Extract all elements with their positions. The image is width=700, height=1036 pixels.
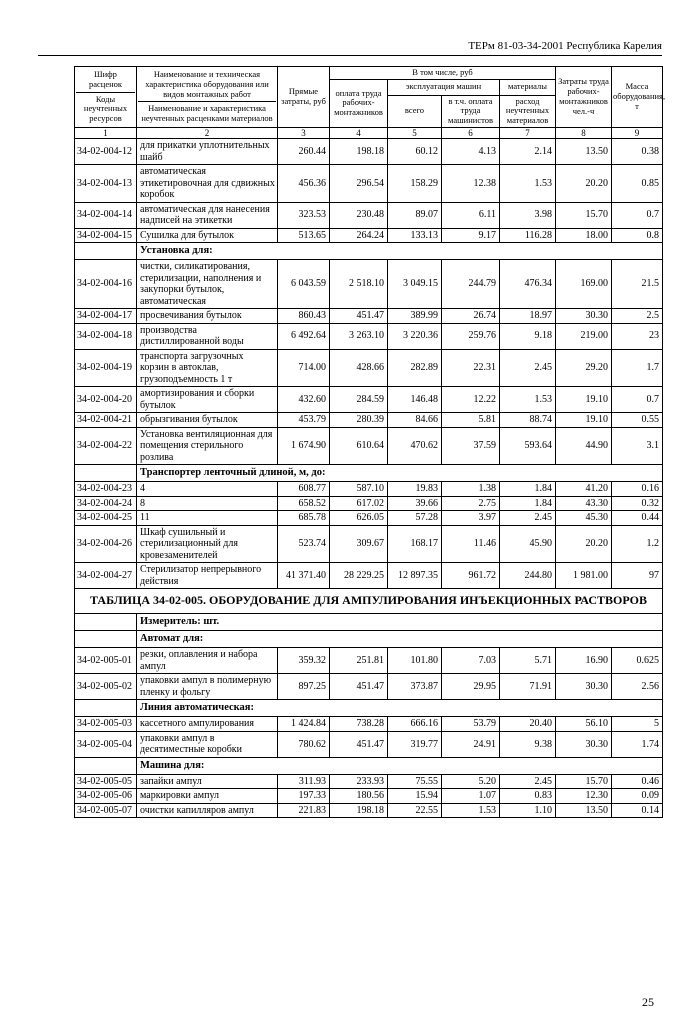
col-header-name <box>137 67 278 128</box>
row-value: 0.16 <box>612 482 663 497</box>
row-value: 451.47 <box>330 731 388 757</box>
row-value: 9.18 <box>500 323 556 349</box>
row-value: 3.97 <box>442 511 500 526</box>
row-value: 116.28 <box>500 228 556 243</box>
row-value: 1.53 <box>500 387 556 413</box>
table-row <box>75 731 663 757</box>
row-value: 2.56 <box>612 674 663 700</box>
row-value: 2.45 <box>500 349 556 387</box>
row-value: 259.76 <box>442 323 500 349</box>
table-row <box>75 563 663 589</box>
row-value: 0.46 <box>612 774 663 789</box>
document-header-rule <box>38 40 662 56</box>
table-row <box>75 496 663 511</box>
row-value: 45.90 <box>500 525 556 563</box>
row-value: 1.53 <box>442 803 500 818</box>
col-header-total: всего <box>388 95 442 127</box>
row-code: 34-02-004-14 <box>75 202 137 228</box>
row-code-empty <box>75 614 137 631</box>
row-value: 0.38 <box>612 139 663 165</box>
row-value: 22.55 <box>388 803 442 818</box>
row-value: 45.30 <box>556 511 612 526</box>
table-row <box>75 387 663 413</box>
row-value: 41 371.40 <box>278 563 330 589</box>
row-desc: для прикатки уплотнительных шайб <box>137 139 278 165</box>
rate-table <box>74 66 666 818</box>
row-value: 0.625 <box>612 648 663 674</box>
col-number: 6 <box>442 127 500 138</box>
row-desc: запайки ампул <box>137 774 278 789</box>
row-value: 6 492.64 <box>278 323 330 349</box>
row-value: 29.20 <box>556 349 612 387</box>
row-value: 860.43 <box>278 309 330 324</box>
row-value: 6 043.59 <box>278 260 330 309</box>
row-desc: 8 <box>137 496 278 511</box>
row-code: 34-02-005-02 <box>75 674 137 700</box>
row-code: 34-02-005-07 <box>75 803 137 818</box>
col-header-including-group: В том числе, руб <box>330 67 556 80</box>
row-value: 230.48 <box>330 202 388 228</box>
col-header-direct-costs: Прямые затраты, руб <box>278 67 330 128</box>
section-label: Линия автоматическая: <box>137 700 663 717</box>
row-code: 34-02-004-19 <box>75 349 137 387</box>
row-desc: 4 <box>137 482 278 497</box>
row-value: 244.80 <box>500 563 556 589</box>
row-value: 373.87 <box>388 674 442 700</box>
col-header-machines-group: эксплуатация машин <box>388 79 500 95</box>
row-code-empty <box>75 700 137 717</box>
row-value: 1.07 <box>442 789 500 804</box>
row-desc: производства дистиллированной воды <box>137 323 278 349</box>
row-value: 389.99 <box>388 309 442 324</box>
row-value: 2.45 <box>500 511 556 526</box>
col-header-name-bottom: Наименование и характеристика неучтенных расценками материалов <box>138 101 276 126</box>
row-value: 453.79 <box>278 413 330 428</box>
row-value: 180.56 <box>330 789 388 804</box>
row-code: 34-02-004-24 <box>75 496 137 511</box>
table-row <box>75 482 663 497</box>
row-value: 0.7 <box>612 387 663 413</box>
row-value: 41.20 <box>556 482 612 497</box>
row-value: 738.28 <box>330 717 388 732</box>
row-value: 19.10 <box>556 387 612 413</box>
row-value: 9.38 <box>500 731 556 757</box>
row-value: 219.00 <box>556 323 612 349</box>
section-row <box>75 465 663 482</box>
row-value: 1 981.00 <box>556 563 612 589</box>
row-code: 34-02-004-17 <box>75 309 137 324</box>
row-value: 169.00 <box>556 260 612 309</box>
table-row <box>75 413 663 428</box>
row-desc: 11 <box>137 511 278 526</box>
col-number: 5 <box>388 127 442 138</box>
row-value: 12.22 <box>442 387 500 413</box>
row-value: 3 263.10 <box>330 323 388 349</box>
row-value: 311.93 <box>278 774 330 789</box>
row-code: 34-02-004-22 <box>75 427 137 465</box>
row-desc: амортизирования и сборки бутылок <box>137 387 278 413</box>
row-value: 456.36 <box>278 165 330 203</box>
row-value: 89.07 <box>388 202 442 228</box>
row-code: 34-02-004-18 <box>75 323 137 349</box>
row-value: 780.62 <box>278 731 330 757</box>
row-value: 323.53 <box>278 202 330 228</box>
row-code: 34-02-004-20 <box>75 387 137 413</box>
row-value: 44.90 <box>556 427 612 465</box>
section-label: Автомат для: <box>137 631 663 648</box>
row-value: 309.67 <box>330 525 388 563</box>
row-code-empty <box>75 465 137 482</box>
row-desc: просвечивания бутылок <box>137 309 278 324</box>
row-value: 523.74 <box>278 525 330 563</box>
section-row <box>75 757 663 774</box>
row-value: 3.1 <box>612 427 663 465</box>
row-value: 2.14 <box>500 139 556 165</box>
col-header-code-bottom: Коды неучтенных ресурсов <box>76 92 135 126</box>
row-value: 43.30 <box>556 496 612 511</box>
table-row <box>75 511 663 526</box>
row-value: 428.66 <box>330 349 388 387</box>
document-title: ТЕРм 81-03-34-2001 Республика Карелия <box>468 40 662 52</box>
row-code: 34-02-004-21 <box>75 413 137 428</box>
row-value: 0.09 <box>612 789 663 804</box>
row-value: 0.55 <box>612 413 663 428</box>
col-number: 1 <box>75 127 137 138</box>
row-desc: чистки, силикатирования, стерилизации, наполнения и закупорки бутылок, автоматическая <box>137 260 278 309</box>
row-value: 658.52 <box>278 496 330 511</box>
row-value: 319.77 <box>388 731 442 757</box>
row-value: 19.10 <box>556 413 612 428</box>
row-value: 18.97 <box>500 309 556 324</box>
row-value: 3.98 <box>500 202 556 228</box>
row-value: 2.5 <box>612 309 663 324</box>
row-desc: маркировки ампул <box>137 789 278 804</box>
table-row <box>75 228 663 243</box>
row-value: 158.29 <box>388 165 442 203</box>
row-desc: резки, оплавления и набора ампул <box>137 648 278 674</box>
col-number: 7 <box>500 127 556 138</box>
row-value: 0.8 <box>612 228 663 243</box>
row-code: 34-02-004-25 <box>75 511 137 526</box>
row-value: 233.93 <box>330 774 388 789</box>
row-value: 6.11 <box>442 202 500 228</box>
row-value: 9.17 <box>442 228 500 243</box>
row-value: 15.94 <box>388 789 442 804</box>
row-value: 284.59 <box>330 387 388 413</box>
row-value: 714.00 <box>278 349 330 387</box>
table-row <box>75 717 663 732</box>
row-desc: обрызгивания бутылок <box>137 413 278 428</box>
row-value: 5.20 <box>442 774 500 789</box>
row-value: 296.54 <box>330 165 388 203</box>
row-value: 13.50 <box>556 139 612 165</box>
table-row <box>75 165 663 203</box>
row-value: 16.90 <box>556 648 612 674</box>
table-row <box>75 774 663 789</box>
row-value: 11.46 <box>442 525 500 563</box>
row-value: 18.00 <box>556 228 612 243</box>
col-header-materials-group: материалы <box>500 79 556 95</box>
row-value: 1.84 <box>500 482 556 497</box>
row-value: 12.30 <box>556 789 612 804</box>
row-value: 30.30 <box>556 674 612 700</box>
row-value: 1 424.84 <box>278 717 330 732</box>
row-code: 34-02-005-06 <box>75 789 137 804</box>
row-value: 13.50 <box>556 803 612 818</box>
section-label: Транспортер ленточный длиной, м, до: <box>137 465 663 482</box>
col-header-code <box>75 67 137 128</box>
row-code-empty <box>75 243 137 260</box>
row-value: 30.30 <box>556 309 612 324</box>
row-code: 34-02-005-01 <box>75 648 137 674</box>
row-desc: Шкаф сушильный и стерилизационный для кровезаменителей <box>137 525 278 563</box>
row-value: 168.17 <box>388 525 442 563</box>
col-header-name-top: Наименование и техническая характеристика оборудования или видов монтажных работ <box>145 69 269 99</box>
row-value: 2 518.10 <box>330 260 388 309</box>
row-value: 26.74 <box>442 309 500 324</box>
table-row <box>75 323 663 349</box>
row-value: 666.16 <box>388 717 442 732</box>
row-value: 1.2 <box>612 525 663 563</box>
row-value: 264.24 <box>330 228 388 243</box>
row-value: 513.65 <box>278 228 330 243</box>
row-value: 244.79 <box>442 260 500 309</box>
section-row <box>75 700 663 717</box>
row-code: 34-02-004-26 <box>75 525 137 563</box>
row-value: 146.48 <box>388 387 442 413</box>
col-header-materials-consumption: расход неучтенных материалов <box>500 95 556 127</box>
row-value: 0.7 <box>612 202 663 228</box>
row-value: 198.18 <box>330 139 388 165</box>
rate-table-body <box>75 139 663 818</box>
row-value: 4.13 <box>442 139 500 165</box>
row-value: 608.77 <box>278 482 330 497</box>
table-title-row <box>75 589 663 614</box>
section-label: Измеритель: шт. <box>137 614 663 631</box>
row-desc: Стерилизатор непрерывного действия <box>137 563 278 589</box>
row-value: 1.7 <box>612 349 663 387</box>
row-value: 0.85 <box>612 165 663 203</box>
row-value: 29.95 <box>442 674 500 700</box>
row-value: 280.39 <box>330 413 388 428</box>
row-desc: кассетного ампулирования <box>137 717 278 732</box>
row-value: 15.70 <box>556 774 612 789</box>
row-value: 2.45 <box>500 774 556 789</box>
row-desc: автоматическая этикетировочная для сдвижных коробок <box>137 165 278 203</box>
row-desc: Установка вентиляционная для помещения стерильного розлива <box>137 427 278 465</box>
table-title: ТАБЛИЦА 34-02-005. ОБОРУДОВАНИЕ ДЛЯ АМПУЛИРОВАНИЯ ИНЪЕКЦИОННЫХ РАСТВОРОВ <box>75 589 663 614</box>
row-value: 0.14 <box>612 803 663 818</box>
row-value: 432.60 <box>278 387 330 413</box>
row-value: 21.5 <box>612 260 663 309</box>
row-value: 39.66 <box>388 496 442 511</box>
table-row <box>75 803 663 818</box>
section-label: Установка для: <box>137 243 663 260</box>
row-value: 7.03 <box>442 648 500 674</box>
col-number: 8 <box>556 127 612 138</box>
row-code: 34-02-005-04 <box>75 731 137 757</box>
row-value: 0.32 <box>612 496 663 511</box>
row-value: 3 049.15 <box>388 260 442 309</box>
row-code: 34-02-004-13 <box>75 165 137 203</box>
row-value: 12.38 <box>442 165 500 203</box>
row-value: 1.53 <box>500 165 556 203</box>
table-row <box>75 648 663 674</box>
col-number: 3 <box>278 127 330 138</box>
row-value: 198.18 <box>330 803 388 818</box>
row-value: 282.89 <box>388 349 442 387</box>
col-header-labor-hours: Затраты труда рабочих-монтажников чел.-ч <box>556 67 612 128</box>
table-row <box>75 309 663 324</box>
row-value: 1.74 <box>612 731 663 757</box>
section-row <box>75 614 663 631</box>
table-row <box>75 427 663 465</box>
col-header-machinists-pay: в т.ч. оплата труда машинистов <box>442 95 500 127</box>
row-value: 1.38 <box>442 482 500 497</box>
row-value: 133.13 <box>388 228 442 243</box>
row-value: 2.75 <box>442 496 500 511</box>
row-value: 251.81 <box>330 648 388 674</box>
row-value: 359.32 <box>278 648 330 674</box>
row-value: 260.44 <box>278 139 330 165</box>
row-value: 5.71 <box>500 648 556 674</box>
row-value: 1 674.90 <box>278 427 330 465</box>
col-header-equipment-mass: Масса оборудования, т <box>612 67 663 128</box>
row-code: 34-02-004-27 <box>75 563 137 589</box>
row-value: 101.80 <box>388 648 442 674</box>
row-value: 470.62 <box>388 427 442 465</box>
row-value: 75.55 <box>388 774 442 789</box>
row-code: 34-02-005-03 <box>75 717 137 732</box>
col-number: 2 <box>137 127 278 138</box>
row-code: 34-02-005-05 <box>75 774 137 789</box>
col-number: 4 <box>330 127 388 138</box>
row-value: 15.70 <box>556 202 612 228</box>
row-code: 34-02-004-16 <box>75 260 137 309</box>
table-row <box>75 202 663 228</box>
row-value: 587.10 <box>330 482 388 497</box>
row-value: 88.74 <box>500 413 556 428</box>
table-row <box>75 139 663 165</box>
row-value: 20.20 <box>556 525 612 563</box>
row-value: 60.12 <box>388 139 442 165</box>
row-value: 23 <box>612 323 663 349</box>
row-value: 56.10 <box>556 717 612 732</box>
row-value: 685.78 <box>278 511 330 526</box>
row-value: 197.33 <box>278 789 330 804</box>
row-value: 20.20 <box>556 165 612 203</box>
col-header-labor-pay: оплата труда рабочих-монтажников <box>330 79 388 127</box>
rate-table-header <box>75 67 666 139</box>
row-value: 5 <box>612 717 663 732</box>
row-value: 1.84 <box>500 496 556 511</box>
row-value: 30.30 <box>556 731 612 757</box>
section-row <box>75 243 663 260</box>
row-desc: автоматическая для нанесения надписей на этикетки <box>137 202 278 228</box>
row-value: 19.83 <box>388 482 442 497</box>
page-number: 25 <box>642 995 654 1009</box>
row-value: 961.72 <box>442 563 500 589</box>
row-value: 53.79 <box>442 717 500 732</box>
row-value: 1.10 <box>500 803 556 818</box>
row-code: 34-02-004-23 <box>75 482 137 497</box>
row-value: 897.25 <box>278 674 330 700</box>
table-row <box>75 260 663 309</box>
table-row <box>75 525 663 563</box>
row-value: 626.05 <box>330 511 388 526</box>
row-desc: Сушилка для бутылок <box>137 228 278 243</box>
row-code: 34-02-004-15 <box>75 228 137 243</box>
row-value: 451.47 <box>330 674 388 700</box>
row-value: 71.91 <box>500 674 556 700</box>
section-row <box>75 631 663 648</box>
row-desc: упаковки ампул в полимерную пленку и фольгу <box>137 674 278 700</box>
row-desc: очистки капилляров ампул <box>137 803 278 818</box>
row-code-empty <box>75 631 137 648</box>
row-value: 57.28 <box>388 511 442 526</box>
row-desc: упаковки ампул в десятиместные коробки <box>137 731 278 757</box>
row-value: 451.47 <box>330 309 388 324</box>
row-value: 3 220.36 <box>388 323 442 349</box>
table-row <box>75 674 663 700</box>
row-value: 24.91 <box>442 731 500 757</box>
row-value: 0.44 <box>612 511 663 526</box>
row-value: 617.02 <box>330 496 388 511</box>
row-value: 0.83 <box>500 789 556 804</box>
row-value: 221.83 <box>278 803 330 818</box>
row-value: 37.59 <box>442 427 500 465</box>
row-code-empty <box>75 757 137 774</box>
row-value: 610.64 <box>330 427 388 465</box>
row-value: 20.40 <box>500 717 556 732</box>
row-value: 5.81 <box>442 413 500 428</box>
row-value: 476.34 <box>500 260 556 309</box>
row-value: 28 229.25 <box>330 563 388 589</box>
table-row <box>75 789 663 804</box>
table-row <box>75 349 663 387</box>
row-value: 12 897.35 <box>388 563 442 589</box>
col-header-code-top: Шифр расценок <box>88 69 123 89</box>
row-value: 84.66 <box>388 413 442 428</box>
col-number: 9 <box>612 127 663 138</box>
row-value: 97 <box>612 563 663 589</box>
row-desc: транспорта загрузочных корзин в автоклав, грузоподъемность 1 т <box>137 349 278 387</box>
section-label: Машина для: <box>137 757 663 774</box>
row-value: 22.31 <box>442 349 500 387</box>
row-value: 593.64 <box>500 427 556 465</box>
row-code: 34-02-004-12 <box>75 139 137 165</box>
